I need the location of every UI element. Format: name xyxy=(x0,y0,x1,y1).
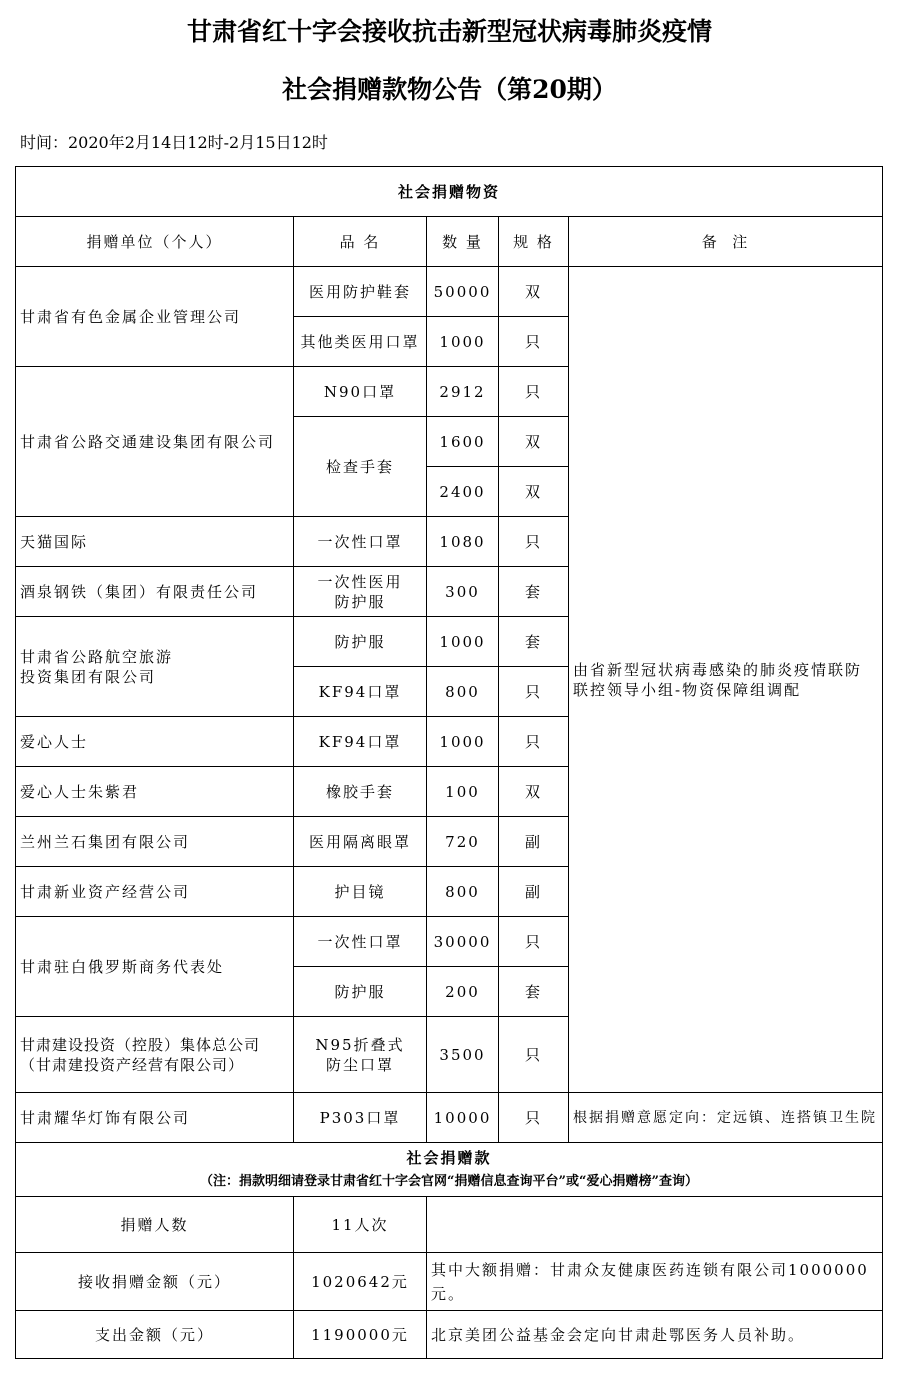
donation-table xyxy=(15,166,883,1359)
materials-section-title: 社会捐赠物资 xyxy=(16,167,883,217)
quantity-cell: 10000 xyxy=(427,1093,499,1143)
funds-row xyxy=(16,1253,883,1311)
funds-row xyxy=(16,1311,883,1359)
unit-cell: 双 xyxy=(499,267,569,317)
funds-note: （注：捐款明细请登录甘肃省红十字会官网“捐赠信息查询平台”或“爱心捐赠榜”查询） xyxy=(200,1173,698,1189)
item-cell: KF94口罩 xyxy=(294,717,427,767)
donor-cell xyxy=(16,1017,294,1093)
materials-section-row xyxy=(16,167,883,217)
table-header-row xyxy=(16,217,883,267)
funds-label: 接收捐赠金额（元） xyxy=(16,1253,294,1311)
funds-remark xyxy=(427,1197,883,1253)
unit-cell: 双 xyxy=(499,767,569,817)
quantity-cell: 100 xyxy=(427,767,499,817)
unit-cell: 副 xyxy=(499,867,569,917)
item-line: 一次性医用 xyxy=(317,572,403,591)
table-row xyxy=(16,267,883,317)
funds-section-title: 社会捐赠款 xyxy=(406,1148,492,1167)
quantity-cell: 50000 xyxy=(427,267,499,317)
header-remark: 备 注 xyxy=(569,217,883,267)
header-unit: 规 格 xyxy=(499,217,569,267)
unit-cell: 只 xyxy=(499,317,569,367)
donor-line: 甘肃省公路航空旅游 xyxy=(20,647,174,666)
item-cell: 防护服 xyxy=(294,967,427,1017)
quantity-cell: 3500 xyxy=(427,1017,499,1093)
unit-cell: 只 xyxy=(499,917,569,967)
unit-cell: 套 xyxy=(499,567,569,617)
donor-line: （甘肃建投资产经营有限公司） xyxy=(20,1055,245,1074)
item-cell: KF94口罩 xyxy=(294,667,427,717)
item-cell: 医用防护鞋套 xyxy=(294,267,427,317)
quantity-cell: 1080 xyxy=(427,517,499,567)
unit-cell: 只 xyxy=(499,367,569,417)
item-cell: 防护服 xyxy=(294,617,427,667)
funds-label: 捐赠人数 xyxy=(16,1197,294,1253)
unit-cell: 只 xyxy=(499,717,569,767)
unit-cell: 副 xyxy=(499,817,569,867)
funds-section-cell xyxy=(16,1143,883,1197)
remark-cell-last: 根据捐赠意愿定向：定远镇、连搭镇卫生院 xyxy=(569,1093,883,1143)
item-cell: 一次性口罩 xyxy=(294,517,427,567)
header-quantity: 数 量 xyxy=(427,217,499,267)
item-cell: N90口罩 xyxy=(294,367,427,417)
donor-cell: 甘肃新业资产经营公司 xyxy=(16,867,294,917)
item-cell xyxy=(294,567,427,617)
item-line: N95折叠式 xyxy=(315,1035,405,1054)
quantity-cell: 1000 xyxy=(427,717,499,767)
donor-cell: 甘肃省公路交通建设集团有限公司 xyxy=(16,367,294,517)
quantity-cell: 720 xyxy=(427,817,499,867)
funds-label: 支出金额（元） xyxy=(16,1311,294,1359)
donor-cell: 天猫国际 xyxy=(16,517,294,567)
quantity-cell: 2912 xyxy=(427,367,499,417)
page-title: 甘肃省红十字会接收抗击新型冠状病毒肺炎疫情 xyxy=(186,17,712,46)
funds-value: 11人次 xyxy=(294,1197,427,1253)
quantity-cell: 800 xyxy=(427,867,499,917)
unit-cell: 只 xyxy=(499,517,569,567)
funds-value: 1020642元 xyxy=(294,1253,427,1311)
unit-cell: 只 xyxy=(499,1017,569,1093)
header-donor: 捐赠单位（个人） xyxy=(16,217,294,267)
funds-section-row xyxy=(16,1143,883,1197)
quantity-cell: 300 xyxy=(427,567,499,617)
funds-remark: 北京美团公益基金会定向甘肃赴鄂医务人员补助。 xyxy=(427,1311,883,1359)
item-cell: 医用隔离眼罩 xyxy=(294,817,427,867)
table-row xyxy=(16,1093,883,1143)
donor-cell: 兰州兰石集团有限公司 xyxy=(16,817,294,867)
donor-cell: 酒泉钢铁（集团）有限责任公司 xyxy=(16,567,294,617)
donor-cell xyxy=(16,617,294,717)
header-item: 品 名 xyxy=(294,217,427,267)
unit-cell: 只 xyxy=(499,667,569,717)
unit-cell: 套 xyxy=(499,967,569,1017)
quantity-cell: 1600 xyxy=(427,417,499,467)
page-subtitle: 社会捐赠款物公告（第20期） xyxy=(282,75,617,104)
donor-cell: 甘肃耀华灯饰有限公司 xyxy=(16,1093,294,1143)
donor-cell: 甘肃省有色金属企业管理公司 xyxy=(16,267,294,367)
quantity-cell: 1000 xyxy=(427,317,499,367)
quantity-cell: 1000 xyxy=(427,617,499,667)
item-cell: 护目镜 xyxy=(294,867,427,917)
donor-line: 投资集团有限公司 xyxy=(20,667,157,686)
funds-row xyxy=(16,1197,883,1253)
item-cell: 橡胶手套 xyxy=(294,767,427,817)
donor-line: 甘肃建设投资（控股）集体总公司 xyxy=(20,1035,261,1054)
unit-cell: 只 xyxy=(499,1093,569,1143)
quantity-cell: 30000 xyxy=(427,917,499,967)
item-cell: P303口罩 xyxy=(294,1093,427,1143)
item-cell: 其他类医用口罩 xyxy=(294,317,427,367)
donor-cell: 甘肃驻白俄罗斯商务代表处 xyxy=(16,917,294,1017)
donor-cell: 爱心人士 xyxy=(16,717,294,767)
quantity-cell: 2400 xyxy=(427,467,499,517)
remark-cell: 由省新型冠状病毒感染的肺炎疫情联防联控领导小组-物资保障组调配 xyxy=(569,267,883,1093)
funds-remark: 其中大额捐赠：甘肃众友健康医药连锁有限公司1000000元。 xyxy=(427,1253,883,1311)
item-cell: 一次性口罩 xyxy=(294,917,427,967)
unit-cell: 双 xyxy=(499,417,569,467)
unit-cell: 套 xyxy=(499,617,569,667)
quantity-cell: 200 xyxy=(427,967,499,1017)
item-line: 防护服 xyxy=(334,592,386,611)
donor-cell: 爱心人士朱紫君 xyxy=(16,767,294,817)
time-range: 时间：2020年2月14日12时-2月15日12时 xyxy=(20,133,328,152)
funds-value: 1190000元 xyxy=(294,1311,427,1359)
item-cell xyxy=(294,1017,427,1093)
unit-cell: 双 xyxy=(499,467,569,517)
quantity-cell: 800 xyxy=(427,667,499,717)
item-cell: 检查手套 xyxy=(294,417,427,517)
item-line: 防尘口罩 xyxy=(325,1055,394,1074)
